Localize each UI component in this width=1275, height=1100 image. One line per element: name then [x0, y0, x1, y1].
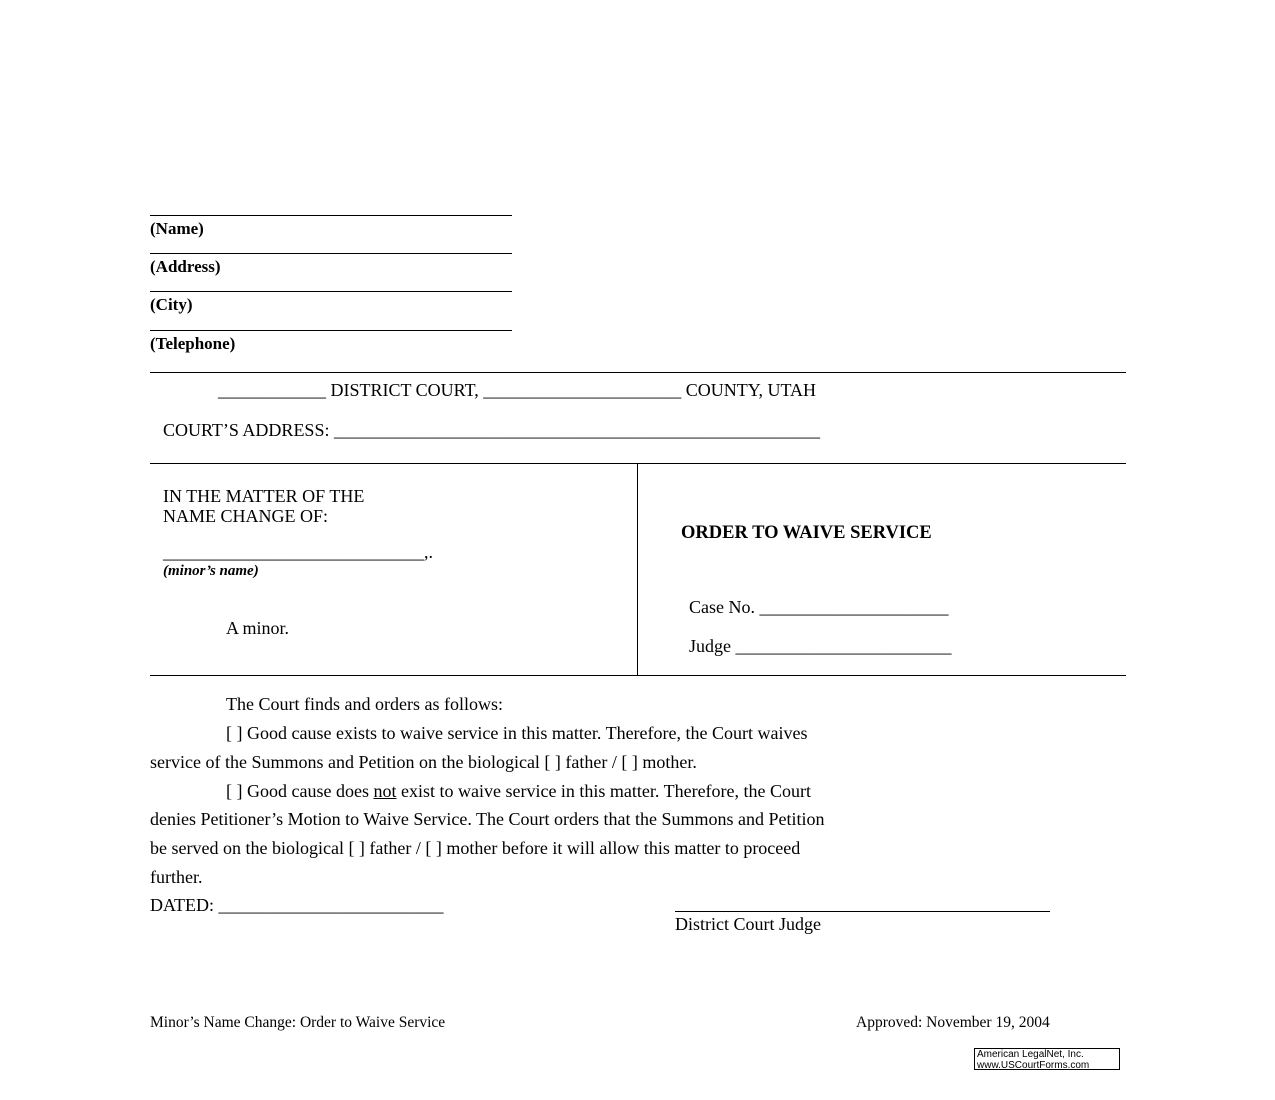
caption-bottom-rule: [150, 675, 1126, 676]
court-address-line: COURT’S ADDRESS: ______________________________________________________: [163, 420, 820, 440]
minor-name-label: (minor’s name): [163, 563, 259, 579]
caption-top-rule: [150, 463, 1126, 464]
paragraph-2-line-2: denies Petitioner’s Motion to Waive Service. The Court orders that the Summons and Petition: [150, 809, 825, 829]
dated-field: DATED: _________________________: [150, 895, 444, 915]
court-top-rule: [150, 372, 1126, 373]
judge-signature-label: District Court Judge: [675, 914, 821, 934]
a-minor-text: A minor.: [226, 618, 290, 638]
paragraph-2-line-1: [226, 781, 811, 802]
case-number-field: Case No. _____________________: [689, 597, 949, 617]
address-underline: [150, 253, 512, 254]
telephone-underline: [150, 330, 512, 331]
address-label: (Address): [150, 257, 221, 276]
intro-text: The Court finds and orders as follows:: [226, 694, 503, 714]
city-underline: [150, 291, 512, 292]
stamp-line-2: www.USCourtForms.com: [977, 1059, 1090, 1071]
document-title: ORDER TO WAIVE SERVICE: [681, 523, 932, 543]
minor-name-blank: _____________________________,.: [163, 542, 433, 562]
paragraph-1-line-1: [ ] Good cause exists to waive service in this matter. Therefore, the Court waives: [226, 723, 808, 743]
name-underline: [150, 215, 512, 216]
city-label: (City): [150, 295, 193, 314]
name-label: (Name): [150, 219, 204, 238]
footer-left: Minor’s Name Change: Order to Waive Service: [150, 1014, 446, 1031]
paragraph-2-line-4: further.: [150, 867, 203, 887]
paragraph-2-line-3: be served on the biological [ ] father / [ ] mother before it will allow this matter to proceed: [150, 838, 801, 858]
p2-not-emphasis: not: [373, 781, 397, 801]
p2-text-b: exist to waive service in this matter. Therefore, the Court: [396, 781, 812, 801]
district-court-line: ____________ DISTRICT COURT, ______________________ COUNTY, UTAH: [218, 380, 816, 400]
matter-line-2: NAME CHANGE OF:: [163, 506, 329, 526]
stamp-line-1: American LegalNet, Inc.: [977, 1049, 1084, 1060]
p2-text-a: [ ] Good cause does: [226, 781, 374, 801]
publisher-stamp: [974, 1048, 1120, 1070]
footer-approved-date: Approved: November 19, 2004: [856, 1014, 1050, 1031]
telephone-label: (Telephone): [150, 334, 236, 353]
paragraph-1-line-2: service of the Summons and Petition on the biological [ ] father / [ ] mother.: [150, 752, 697, 772]
caption-divider: [637, 463, 638, 675]
judge-signature-line: [675, 911, 1050, 912]
judge-field: Judge ________________________: [689, 636, 952, 656]
matter-line-1: IN THE MATTER OF THE: [163, 486, 365, 506]
